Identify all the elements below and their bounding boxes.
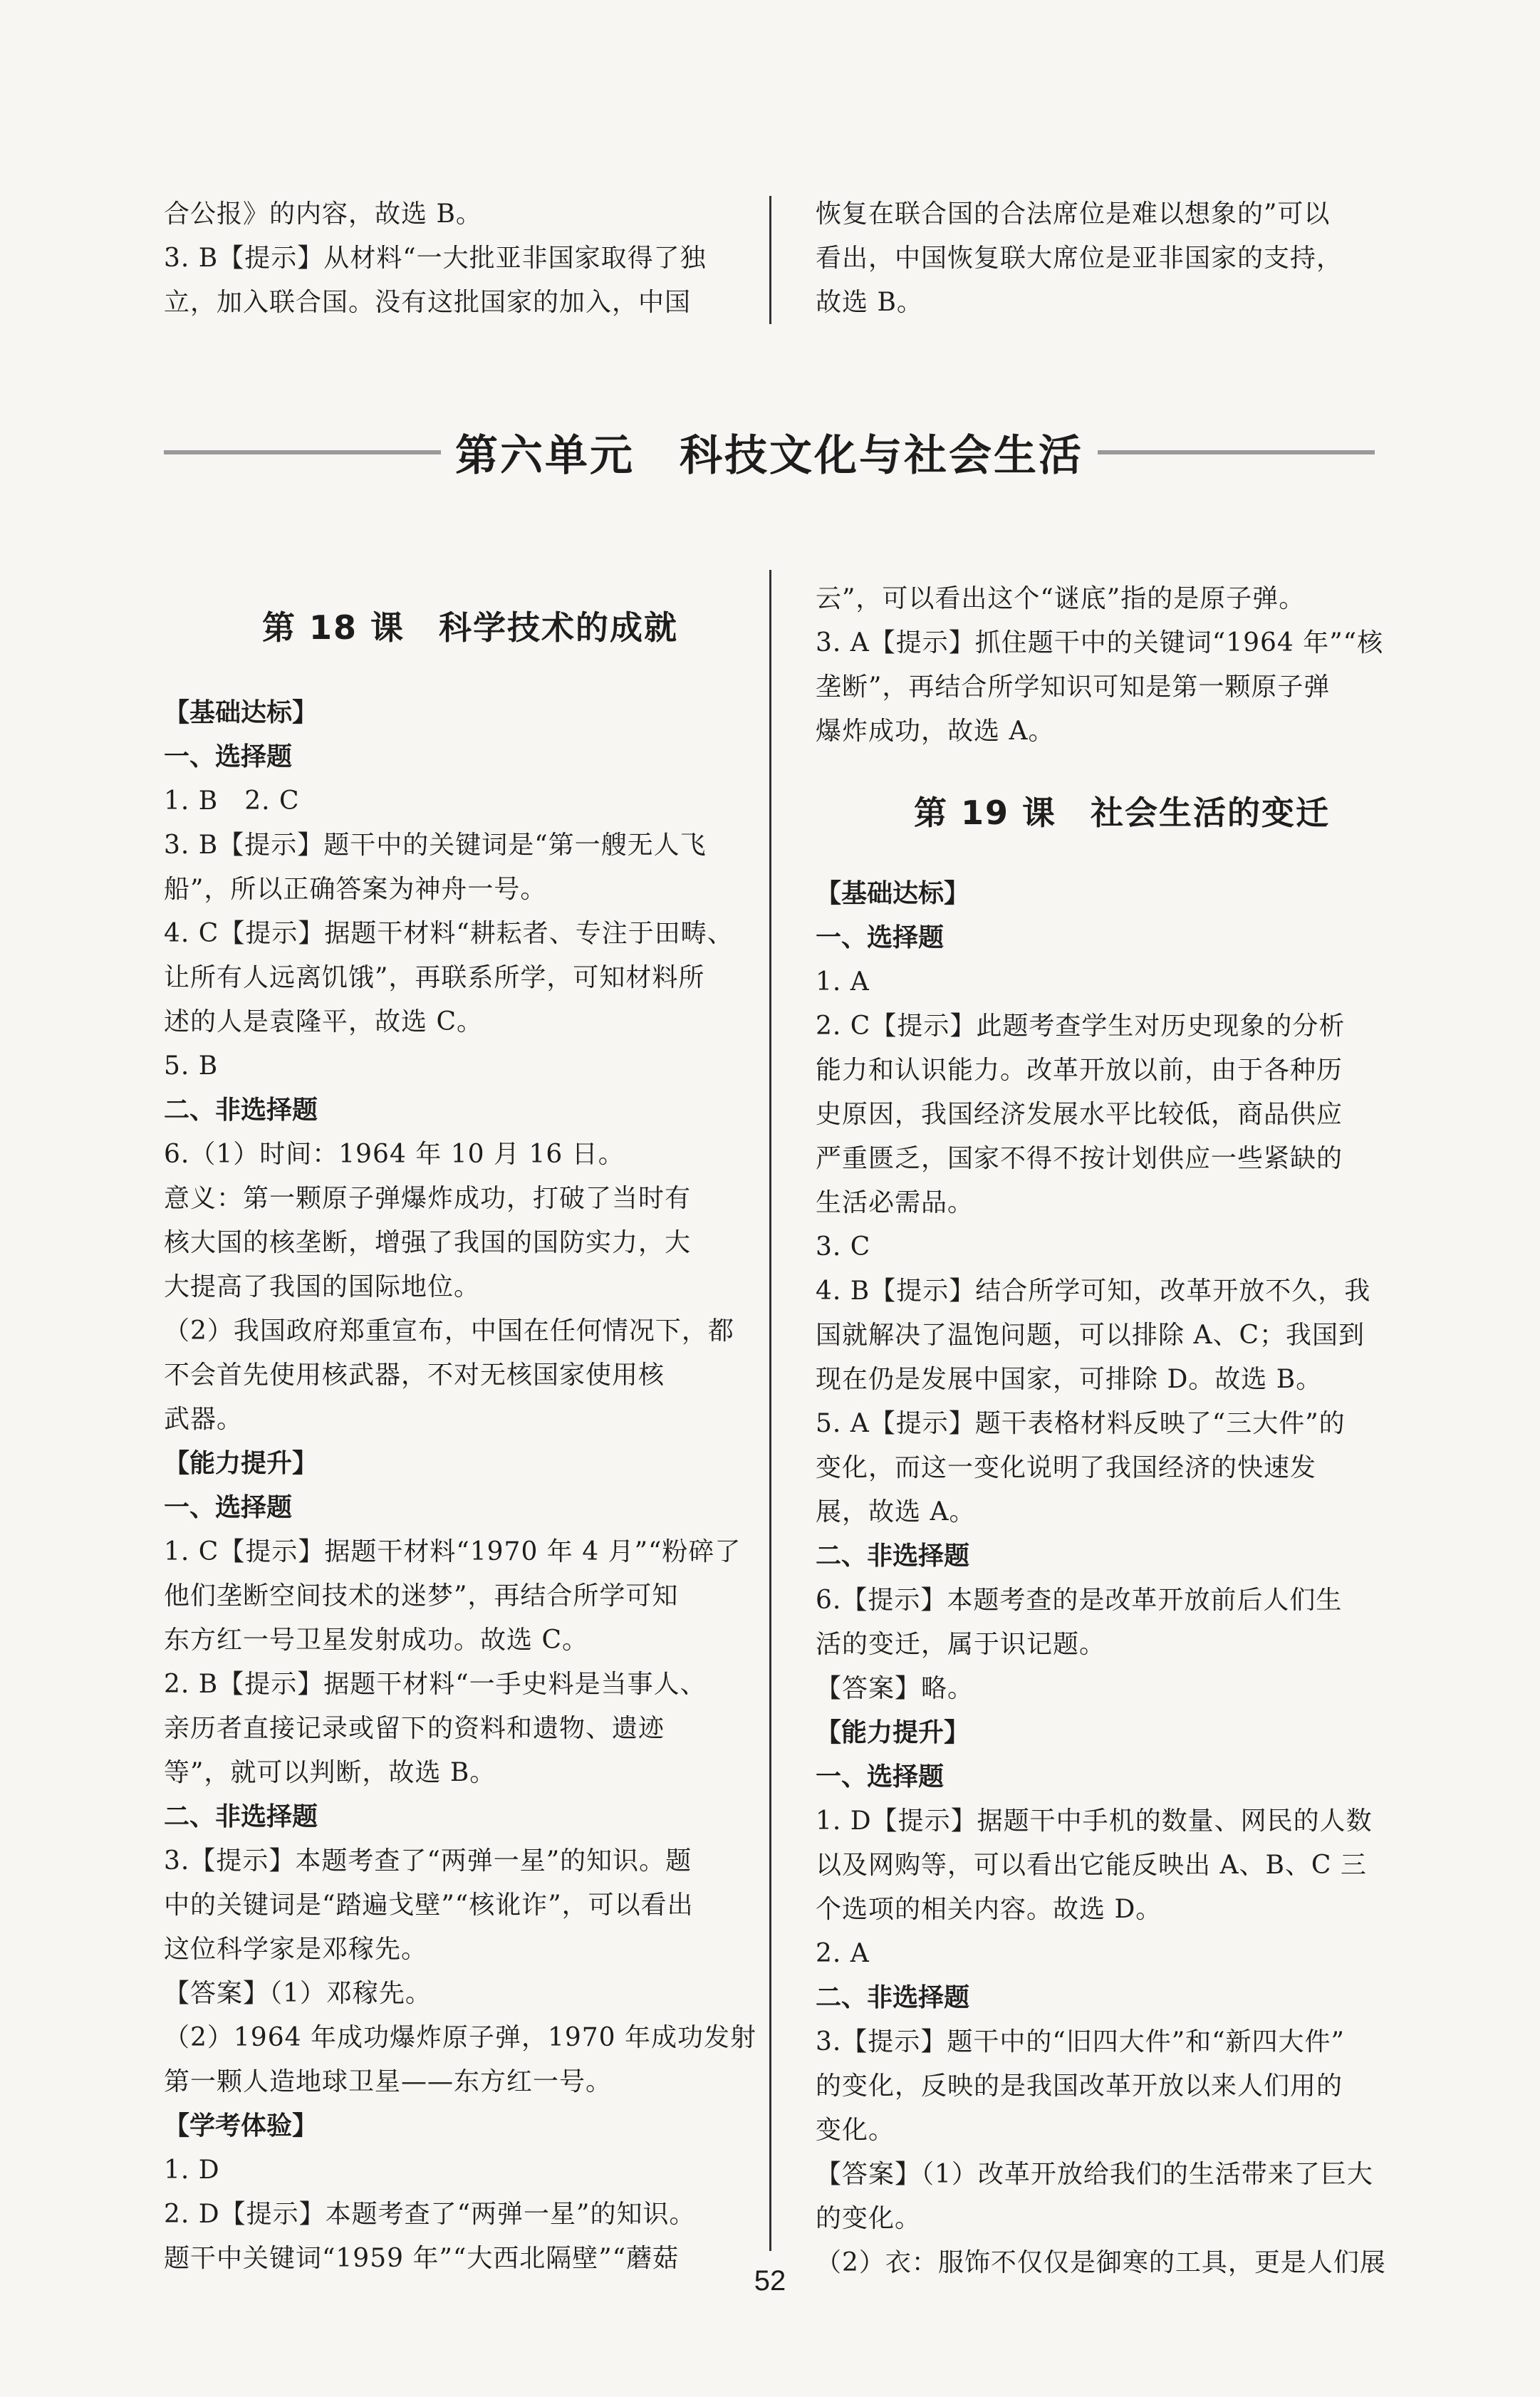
heading-rule-right	[1098, 450, 1375, 454]
text-line: 变化。	[816, 2116, 895, 2145]
text-line: 3. B【提示】题干中的关键词是“第一艘无人飞	[164, 831, 707, 860]
text-line: 【答案】（1）改革开放给我们的生活带来了巨大	[816, 2160, 1373, 2189]
text-line: 这位科学家是邓稼先。	[164, 1935, 428, 1964]
text-line: 东方红一号卫星发射成功。故选 C。	[164, 1626, 588, 1655]
text-line: 一、选择题	[164, 742, 293, 771]
text-line: 4. B【提示】结合所学可知，改革开放不久，我	[816, 1277, 1371, 1306]
text-line: 能力和认识能力。改革开放以前，由于各种历	[816, 1056, 1343, 1085]
text-line: 看出，中国恢复联大席位是亚非国家的支持，	[816, 244, 1343, 273]
text-line: 等”，就可以判断，故选 B。	[164, 1758, 496, 1787]
text-line: 1. B 2. C	[164, 786, 300, 816]
text-line: 6.【提示】本题考查的是改革开放前后人们生	[816, 1586, 1343, 1615]
text-line: 爆炸成功，故选 A。	[816, 717, 1055, 746]
page-number: 52	[754, 2265, 786, 2297]
text-line: 题干中关键词“1959 年”“大西北隔壁”“蘑菇	[164, 2244, 680, 2273]
text-line: 不会首先使用核武器，不对无核国家使用核	[164, 1361, 665, 1390]
column-divider-main	[769, 570, 771, 2251]
text-line: 大提高了我国的国际地位。	[164, 1272, 481, 1301]
text-line: 一、选择题	[816, 1762, 945, 1792]
text-line: 3.【提示】题干中的“旧四大件”和“新四大件”	[816, 2027, 1345, 2057]
text-line: 垄断”，再结合所学知识可知是第一颗原子弹	[816, 672, 1331, 702]
text-line: 现在仍是发展中国家，可排除 D。故选 B。	[816, 1365, 1323, 1394]
text-line: 的变化。	[816, 2204, 922, 2233]
text-line: 个选项的相关内容。故选 D。	[816, 1895, 1162, 1924]
text-line: 3. A【提示】抓住题干中的关键词“1964 年”“核	[816, 628, 1384, 657]
text-line: 严重匮乏，国家不得不按计划供应一些紧缺的	[816, 1144, 1343, 1173]
text-line: 亲历者直接记录或留下的资料和遗物、遗迹	[164, 1714, 665, 1743]
text-line: 核大国的核垄断，增强了我国的国防实力，大	[164, 1228, 692, 1257]
text-line: 让所有人远离饥饿”，再联系所学，可知材料所	[164, 963, 705, 992]
text-line: 合公报》的内容，故选 B。	[164, 199, 482, 229]
text-line: 二、非选择题	[816, 1541, 970, 1571]
text-line: 船”，所以正确答案为神舟一号。	[164, 875, 547, 904]
text-line: 二、非选择题	[164, 1802, 318, 1831]
text-line: 恢复在联合国的合法席位是难以想象的”可以	[816, 199, 1331, 229]
text-line: 云”，可以看出这个“谜底”指的是原子弹。	[816, 584, 1306, 613]
text-line: 1. C【提示】据题干材料“1970 年 4 月”“粉碎了	[164, 1537, 742, 1566]
lesson-19-title: 第 19 课 社会生活的变迁	[913, 794, 1331, 832]
lesson-18-column	[164, 577, 776, 2281]
heading-rule-left	[164, 450, 441, 454]
text-line: 故选 B。	[816, 288, 923, 317]
text-line: （2）衣：服饰不仅仅是御寒的工具，更是人们展	[816, 2248, 1386, 2277]
text-line: 1. A	[816, 967, 870, 997]
text-line: 一、选择题	[164, 1493, 293, 1522]
text-line: 史原因，我国经济发展水平比较低，商品供应	[816, 1100, 1343, 1129]
text-line: 活的变迁，属于识记题。	[816, 1630, 1106, 1659]
text-line: 一、选择题	[816, 923, 945, 952]
text-line: 二、非选择题	[164, 1096, 318, 1125]
top-left-column	[164, 192, 776, 325]
text-line: 1. D	[164, 2156, 220, 2185]
text-line: 【答案】略。	[816, 1674, 974, 1703]
text-line: 他们垄断空间技术的迷梦”，再结合所学可知	[164, 1581, 679, 1611]
text-line: 3. B【提示】从材料“一大批亚非国家取得了独	[164, 244, 707, 273]
text-line: 【能力提升】	[164, 1449, 318, 1478]
text-line: 变化，而这一变化说明了我国经济的快速发	[816, 1453, 1317, 1482]
text-line: 【能力提升】	[816, 1718, 970, 1747]
text-line: 以及网购等，可以看出它能反映出 A、B、C 三	[816, 1851, 1367, 1880]
text-line: 2. D【提示】本题考查了“两弹一星”的知识。	[164, 2200, 696, 2229]
text-line: 2. C【提示】此题考查学生对历史现象的分析	[816, 1012, 1346, 1041]
text-line: （2）我国政府郑重宣布，中国在任何情况下，都	[164, 1316, 734, 1346]
text-line: 中的关键词是“踏遍戈壁”“核讹诈”，可以看出	[164, 1891, 694, 1920]
text-line: 【学考体验】	[164, 2111, 318, 2141]
text-line: 述的人是袁隆平，故选 C。	[164, 1007, 483, 1036]
text-line: 二、非选择题	[816, 1983, 970, 2012]
unit-heading	[164, 417, 1375, 488]
text-line: 武器。	[164, 1405, 244, 1434]
text-line: 【基础达标】	[816, 879, 970, 908]
text-line: 4. C【提示】据题干材料“耕耘者、专注于田畴、	[164, 919, 734, 948]
text-line: （2）1964 年成功爆炸原子弹，1970 年成功发射	[164, 2023, 757, 2052]
text-line: 意义：第一颗原子弹爆炸成功，打破了当时有	[164, 1184, 692, 1213]
text-line: 2. A	[816, 1939, 870, 1968]
text-line: 生活必需品。	[816, 1188, 974, 1217]
text-line: 3.【提示】本题考查了“两弹一星”的知识。题	[164, 1846, 692, 1876]
text-line: 【答案】（1）邓稼先。	[164, 1979, 432, 2008]
text-line: 第一颗人造地球卫星——东方红一号。	[164, 2067, 613, 2096]
unit-title: 第六单元 科技文化与社会生活	[455, 431, 1083, 481]
right-main-column	[816, 577, 1428, 2285]
text-line: 1. D【提示】据题干中手机的数量、网民的人数	[816, 1806, 1373, 1836]
lesson-18-title: 第 18 课 科学技术的成就	[261, 608, 679, 647]
column-divider-top	[769, 196, 771, 324]
text-line: 3. C	[816, 1232, 871, 1262]
text-line: 的变化，反映的是我国改革开放以来人们用的	[816, 2071, 1343, 2101]
text-line: 展，故选 A。	[816, 1497, 976, 1527]
text-line: 国就解决了温饱问题，可以排除 A、C；我国到	[816, 1321, 1365, 1350]
text-line: 6.（1）时间：1964 年 10 月 16 日。	[164, 1140, 625, 1169]
lesson-18-continuation	[816, 577, 1428, 754]
top-right-column	[816, 192, 1428, 325]
text-line: 5. B	[164, 1051, 219, 1081]
text-line: 5. A【提示】题干表格材料反映了“三大件”的	[816, 1409, 1346, 1438]
text-line: 【基础达标】	[164, 698, 318, 727]
text-line: 立，加入联合国。没有这批国家的加入，中国	[164, 288, 692, 317]
lesson-18-body	[164, 691, 776, 2281]
lesson-19-body	[816, 872, 1428, 2285]
text-line: 2. B【提示】据题干材料“一手史料是当事人、	[164, 1670, 707, 1699]
